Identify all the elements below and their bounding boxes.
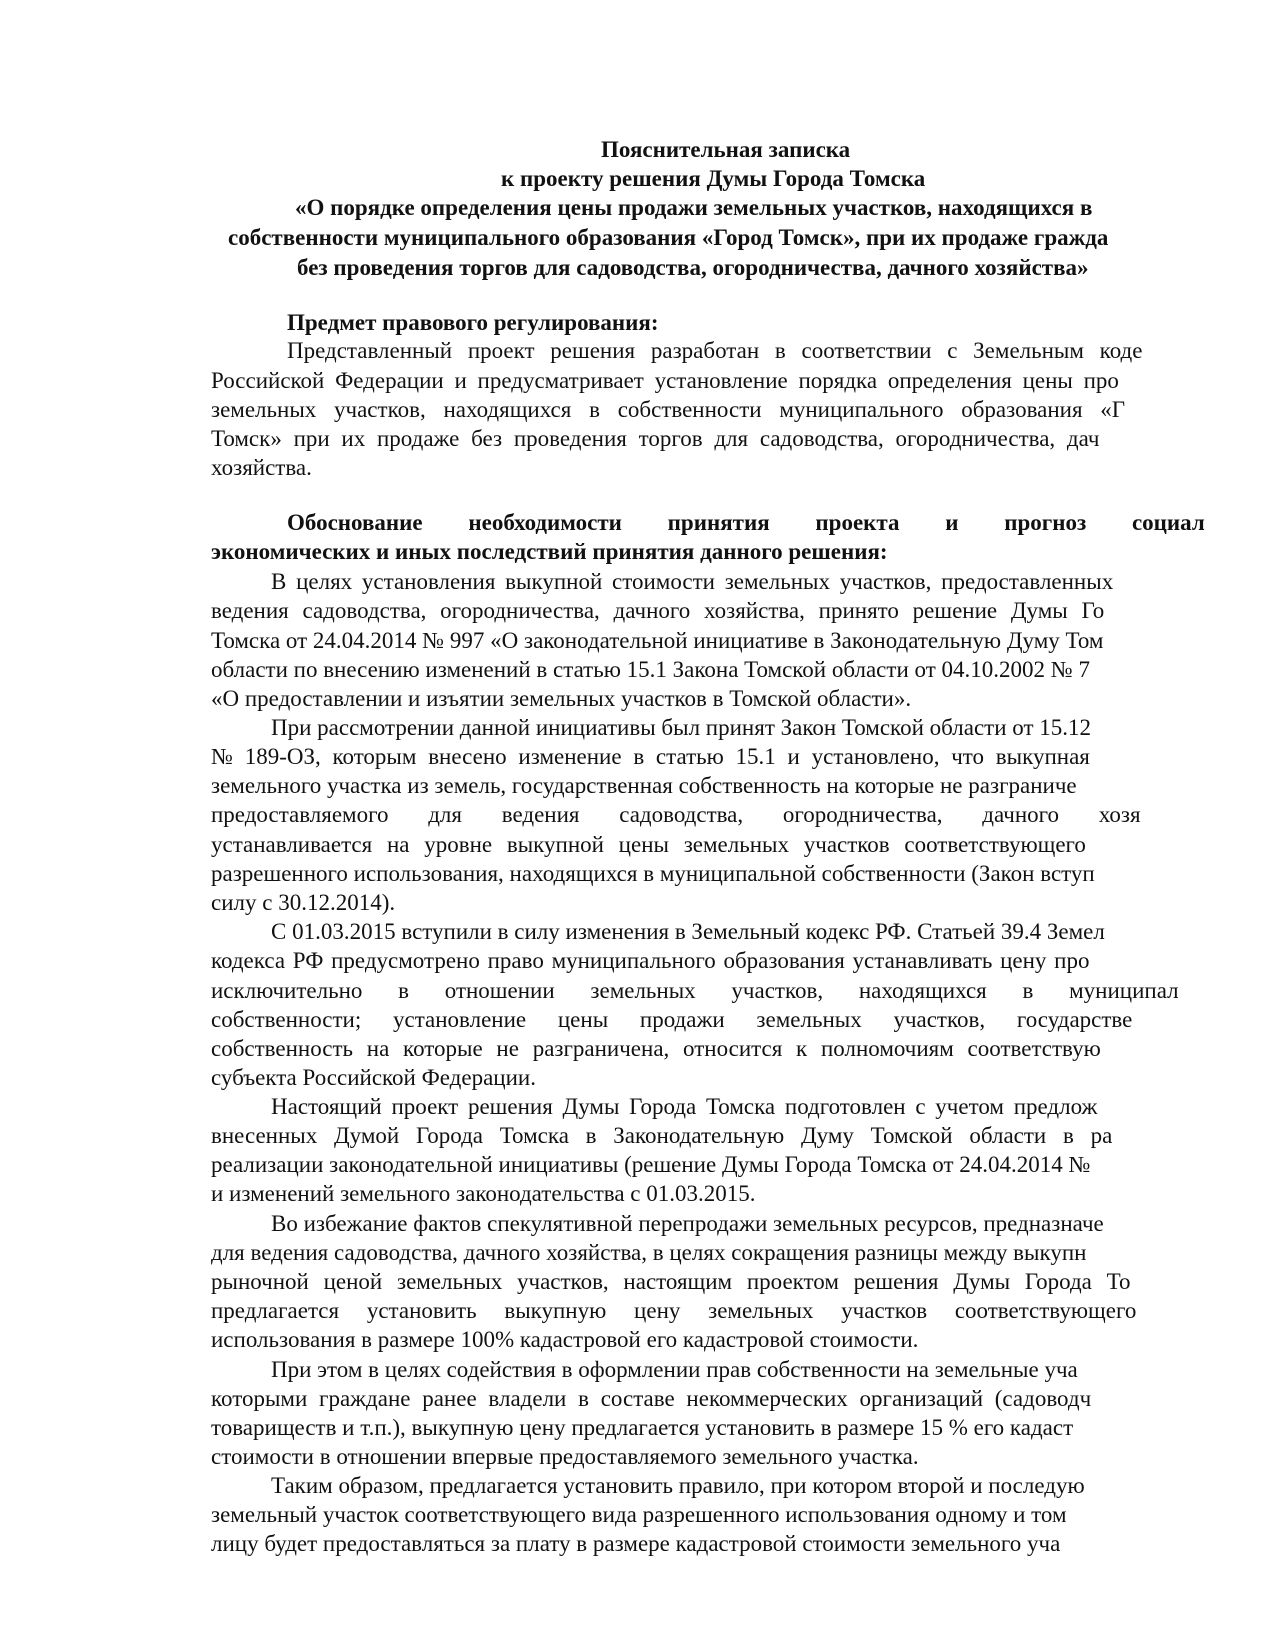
paragraph-line: При этом в целях содействия в оформлении прав собственности на земельные уча <box>271 1357 1078 1382</box>
paragraph-line: кодекса РФ предусмотрено право муниципального образования устанавливать цену про <box>211 948 1090 973</box>
paragraph-line: предоставляемого для ведения садоводства, огородничества, дачного хозя <box>211 802 1141 827</box>
title-line: к проекту решения Думы Города Томска <box>501 166 926 191</box>
paragraph-line: Представленный проект решения разработан в соответствии с Земельным коде <box>287 338 1143 363</box>
section-heading: экономических и иных последствий принятия данного решения: <box>211 539 888 564</box>
paragraph-line: субъекта Российской Федерации. <box>211 1065 536 1090</box>
paragraph-line: лицу будет предоставляться за плату в размере кадастровой стоимости земельного уча <box>211 1531 1061 1556</box>
paragraph-line: хозяйства. <box>211 455 312 480</box>
paragraph-line: которыми граждане ранее владели в составе некоммерческих организаций (садоводч <box>211 1386 1092 1411</box>
paragraph-line: собственность на которые не разграничена, относится к полномочиям соответствую <box>211 1036 1101 1061</box>
paragraph-line: Томска от 24.04.2014 № 997 «О законодательной инициативе в Законодательную Думу Том <box>211 628 1104 653</box>
paragraph-line: использования в размере 100% кадастровой его кадастровой стоимости. <box>211 1327 919 1352</box>
title-line: собственности муниципального образования «Город Томск», при их продаже гражда <box>228 225 1109 250</box>
paragraph-line: стоимости в отношении впервые предоставляемого земельного участка. <box>211 1444 919 1469</box>
paragraph-line: земельных участков, находящихся в собственности муниципального образования «Г <box>211 397 1126 422</box>
paragraph-line: исключительно в отношении земельных участков, находящихся в муниципал <box>211 978 1179 1003</box>
paragraph-line: земельного участка из земель, государственная собственность на которые не разграниче <box>211 773 1077 798</box>
paragraph-line: товариществ и т.п.), выкупную цену предлагается установить в размере 15 % его кадаст <box>211 1415 1074 1440</box>
paragraph-line: При рассмотрении данной инициативы был принят Закон Томской области от 15.12 <box>271 715 1092 740</box>
paragraph-line: предлагается установить выкупную цену земельных участков соответствующего <box>211 1298 1137 1323</box>
paragraph-line: рыночной ценой земельных участков, настоящим проектом решения Думы Города То <box>211 1269 1131 1294</box>
paragraph-line: В целях установления выкупной стоимости земельных участков, предоставленных <box>271 569 1114 594</box>
paragraph-line: собственности; установление цены продажи земельных участков, государстве <box>211 1007 1133 1032</box>
section-heading: Обоснование необходимости принятия проекта и прогноз социал <box>287 510 1205 535</box>
paragraph-line: земельный участок соответствующего вида разрешенного использования одному и том <box>211 1502 1067 1527</box>
paragraph-line: ведения садоводства, огородничества, дачного хозяйства, принято решение Думы Го <box>211 598 1105 623</box>
paragraph-line: для ведения садоводства, дачного хозяйства, в целях сокращения разницы между выкупн <box>211 1240 1087 1265</box>
title-line: без проведения торгов для садоводства, огородничества, дачного хозяйства» <box>297 255 1089 280</box>
paragraph-line: внесенных Думой Города Томска в Законодательную Думу Томской области в ра <box>211 1123 1113 1148</box>
section-heading: Предмет правового регулирования: <box>287 310 659 335</box>
paragraph-line: С 01.03.2015 вступили в силу изменения в Земельный кодекс РФ. Статьей 39.4 Земел <box>271 919 1105 944</box>
title-line: Пояснительная записка <box>601 137 851 162</box>
paragraph-line: силу с 30.12.2014). <box>211 890 396 915</box>
paragraph-line: разрешенного использования, находящихся в муниципальной собственности (Закон вступ <box>211 861 1095 886</box>
paragraph-line: Российской Федерации и предусматривает установление порядка определения цены про <box>211 368 1119 393</box>
paragraph-line: устанавливается на уровне выкупной цены земельных участков соответствующего <box>211 832 1086 857</box>
paragraph-line: Таким образом, предлагается установить правило, при котором второй и последую <box>271 1473 1085 1498</box>
paragraph-line: реализации законодательной инициативы (решение Думы Города Томска от 24.04.2014 № <box>211 1152 1091 1177</box>
paragraph-line: № 189-ОЗ, которым внесено изменение в статью 15.1 и установлено, что выкупная <box>211 744 1090 769</box>
title-line: «О порядке определения цены продажи земельных участков, находящихся в <box>295 195 1093 220</box>
paragraph-line: Во избежание фактов спекулятивной перепродажи земельных ресурсов, предназначе <box>271 1211 1104 1236</box>
paragraph-line: Настоящий проект решения Думы Города Томска подготовлен с учетом предлож <box>271 1094 1098 1119</box>
paragraph-line: Томск» при их продаже без проведения торгов для садоводства, огородничества, дач <box>211 426 1100 451</box>
paragraph-line: и изменений земельного законодательства с 01.03.2015. <box>211 1181 756 1206</box>
paragraph-line: «О предоставлении и изъятии земельных участков в Томской области». <box>211 686 912 711</box>
paragraph-line: области по внесению изменений в статью 15.1 Закона Томской области от 04.10.2002 № 7 <box>211 657 1090 682</box>
